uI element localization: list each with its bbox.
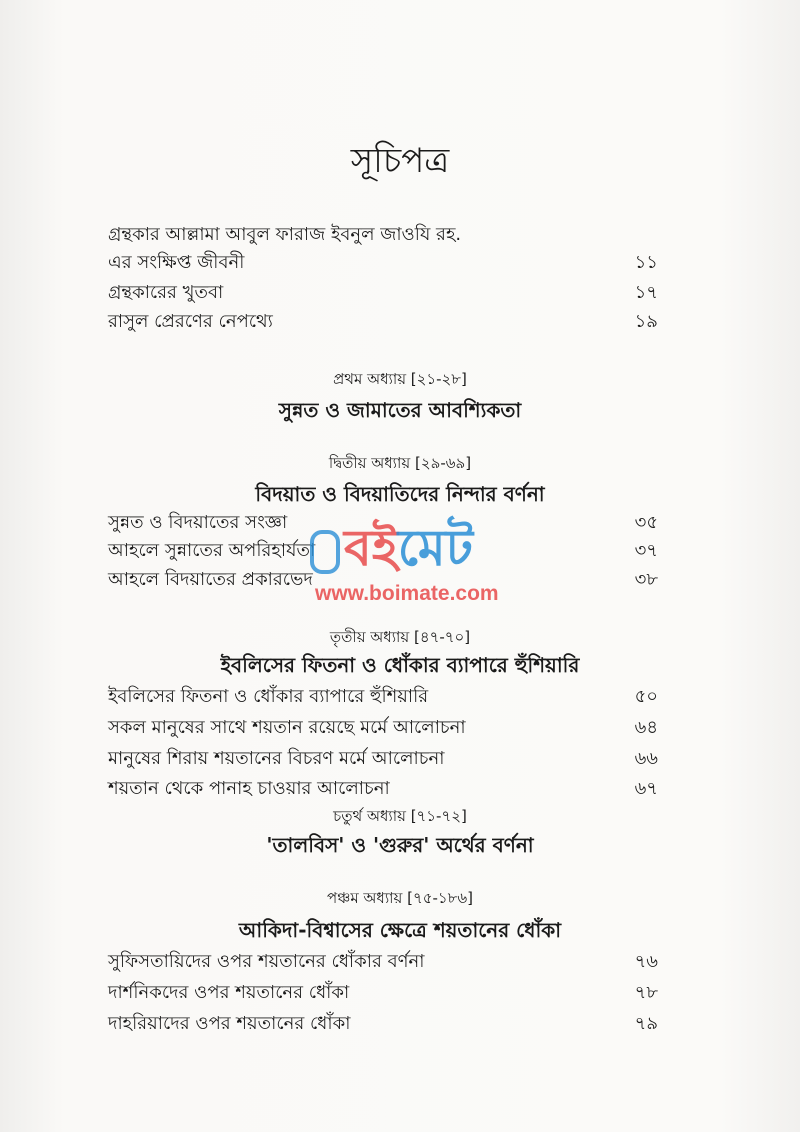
- chapter-heading: সুন্নত ও জামাতের আবশ্যিকতা: [278, 398, 522, 422]
- entry-title: ইবলিসের ফিতনা ও ধোঁকার ব্যাপারে হুঁশিয়ারি: [108, 686, 429, 707]
- entry-page: ৭৮: [634, 982, 658, 1003]
- page-title: সূচিপত্র: [350, 141, 450, 181]
- entry-title: এর সংক্ষিপ্ত জীবনী: [108, 252, 245, 273]
- toc-entry: [108, 280, 658, 306]
- chapter-label: পঞ্চম অধ্যায় [৭৫-১৮৬]: [327, 889, 473, 907]
- entry-page: ১৭: [634, 282, 658, 303]
- entry-title: আহলে সুন্নাতের অপরিহার্যতা: [108, 540, 316, 561]
- entry-title: দাহরিয়াদের ওপর শয়তানের ধোঁকা: [108, 1013, 351, 1034]
- entry-page: ৭৯: [634, 1013, 658, 1034]
- logo-part-1: বই: [344, 519, 398, 577]
- entry-title: দার্শনিকদের ওপর শয়তানের ধোঁকা: [108, 982, 350, 1003]
- entry-page: ৩৮: [634, 569, 658, 590]
- toc-entry: [108, 949, 658, 975]
- entry-title: গ্রন্থকার আল্লামা আবুল ফারাজ ইবনুল জাওযি রহ.: [108, 224, 462, 245]
- entry-page: ৭৬: [634, 951, 658, 972]
- entry-title: সুফিসতায়িদের ওপর শয়তানের ধোঁকার বর্ণনা: [108, 951, 425, 972]
- chapter-label: চতুর্থ অধ্যায় [৭১-৭২]: [333, 807, 467, 825]
- toc-entry: [108, 250, 658, 276]
- toc-entry: [108, 715, 658, 741]
- entry-page: ১৯: [634, 311, 658, 332]
- entry-title: শয়তান থেকে পানাহ চাওয়ার আলোচনা: [108, 778, 390, 799]
- toc-entry: [108, 309, 658, 335]
- toc-entry: [108, 684, 658, 710]
- chapter-heading: আকিদা-বিশ্বাসের ক্ষেত্রে শয়তানের ধোঁকা: [238, 918, 562, 942]
- chapter-heading: ইবলিসের ফিতনা ও ধোঁকার ব্যাপারে হুঁশিয়ারি: [220, 653, 580, 677]
- entry-title: সকল মানুষের সাথে শয়তান রয়েছে মর্মে আলোচনা: [108, 717, 466, 738]
- toc-entry: [108, 538, 658, 564]
- entry-title: রাসুল প্রেরণের নেপথ্যে: [108, 311, 273, 332]
- toc-entry: [108, 746, 658, 772]
- entry-title: গ্রন্থকারের খুতবা: [108, 282, 224, 303]
- toc-entry: [108, 567, 658, 593]
- entry-title: আহলে বিদয়াতের প্রকারভেদ: [108, 569, 313, 590]
- chapter-label: তৃতীয় অধ্যায় [৪৭-৭০]: [329, 628, 471, 646]
- entry-title: সুন্নত ও বিদয়াতের সংজ্ঞা: [108, 512, 288, 533]
- logo-part-2: মেট: [397, 519, 473, 577]
- entry-page: ১১: [634, 252, 658, 273]
- entry-page: ৬৬: [634, 748, 658, 769]
- entry-page: ৩৫: [634, 512, 658, 533]
- toc-entry: [108, 776, 658, 802]
- chapter-label: প্রথম অধ্যায় [২১-২৮]: [333, 370, 467, 388]
- chapter-heading: 'তালবিস' ও 'গুরুর' অর্থের বর্ণনা: [266, 833, 534, 857]
- watermark-url: www.boimate.com: [315, 582, 499, 605]
- toc-entry: [108, 222, 658, 248]
- entry-title: মানুষের শিরায় শয়তানের বিচরণ মর্মে আলোচনা: [108, 748, 445, 769]
- chapter-label: দ্বিতীয় অধ্যায় [২৯-৬৯]: [328, 454, 472, 472]
- chapter-heading: বিদয়াত ও বিদয়াতিদের নিন্দার বর্ণনা: [255, 482, 545, 506]
- toc-entry: [108, 1011, 658, 1037]
- entry-page: ৫০: [634, 686, 658, 707]
- entry-page: ৩৭: [634, 540, 658, 561]
- toc-entry: [108, 980, 658, 1006]
- toc-entry: [108, 510, 658, 536]
- entry-page: ৬৭: [634, 778, 658, 799]
- entry-page: ৬৪: [634, 717, 658, 738]
